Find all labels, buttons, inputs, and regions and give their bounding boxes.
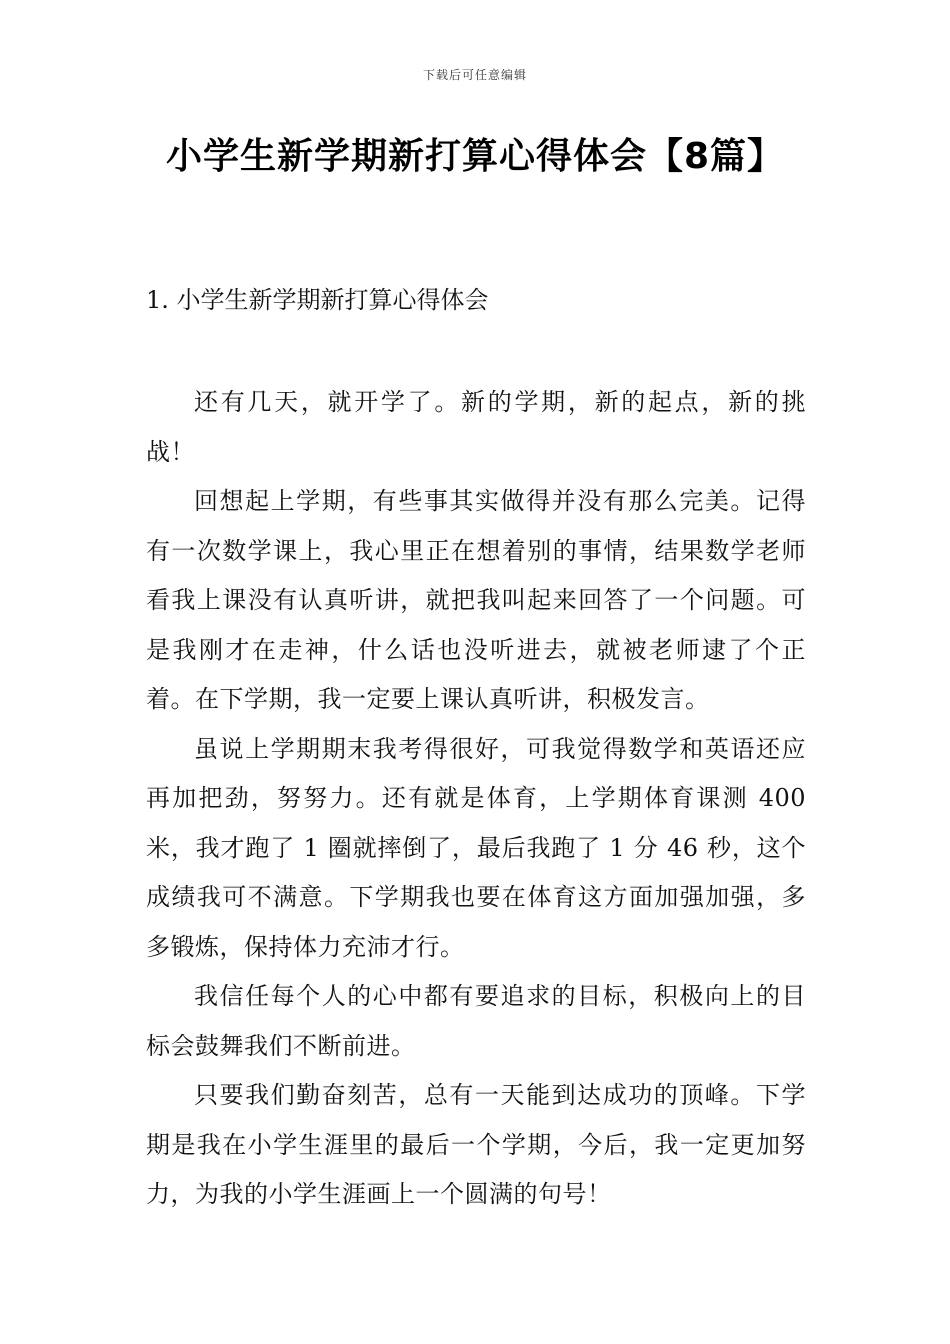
section-heading: 1. 小学生新学期新打算心得体会 (146, 286, 489, 314)
header-note: 下载后可任意编辑 (422, 68, 527, 82)
paragraph-3: 虽说上学期期末我考得很好，可我觉得数学和英语还应再加把劲，努努力。还有就是体育，上学期体育课测 400 米，我才跑了 1 圈就摔倒了，最后我跑了 1 分 46 秒，这个成绩我可不满意。下学期我也要在体育这方面加强加强，多多锻炼，保持体力充沛才行。 (146, 734, 806, 961)
body-text (146, 378, 806, 1220)
paragraph-2: 回想起上学期，有些事其实做得并没有那么完美。记得有一次数学课上，我心里正在想着别的事情，结果数学老师看我上课没有认真听讲，就把我叫起来回答了一个问题。可是我刚才在走神，什么话也没听进去，就被老师逮了个正着。在下学期，我一定要上课认真听讲，积极发言。 (146, 487, 806, 713)
paragraph-5: 只要我们勤奋刻苦，总有一天能到达成功的顶峰。下学期是我在小学生涯里的最后一个学期，今后，我一定更加努力，为我的小学生涯画上一个圆满的句号！ (146, 1081, 806, 1208)
paragraph-1: 还有几天，就开学了。新的学期，新的起点，新的挑战！ (146, 388, 806, 466)
document-title: 小学生新学期新打算心得体会【8篇】 (165, 136, 785, 177)
paragraph-4: 我信任每个人的心中都有要追求的目标，积极向上的目标会鼓舞我们不断前进。 (146, 982, 806, 1060)
